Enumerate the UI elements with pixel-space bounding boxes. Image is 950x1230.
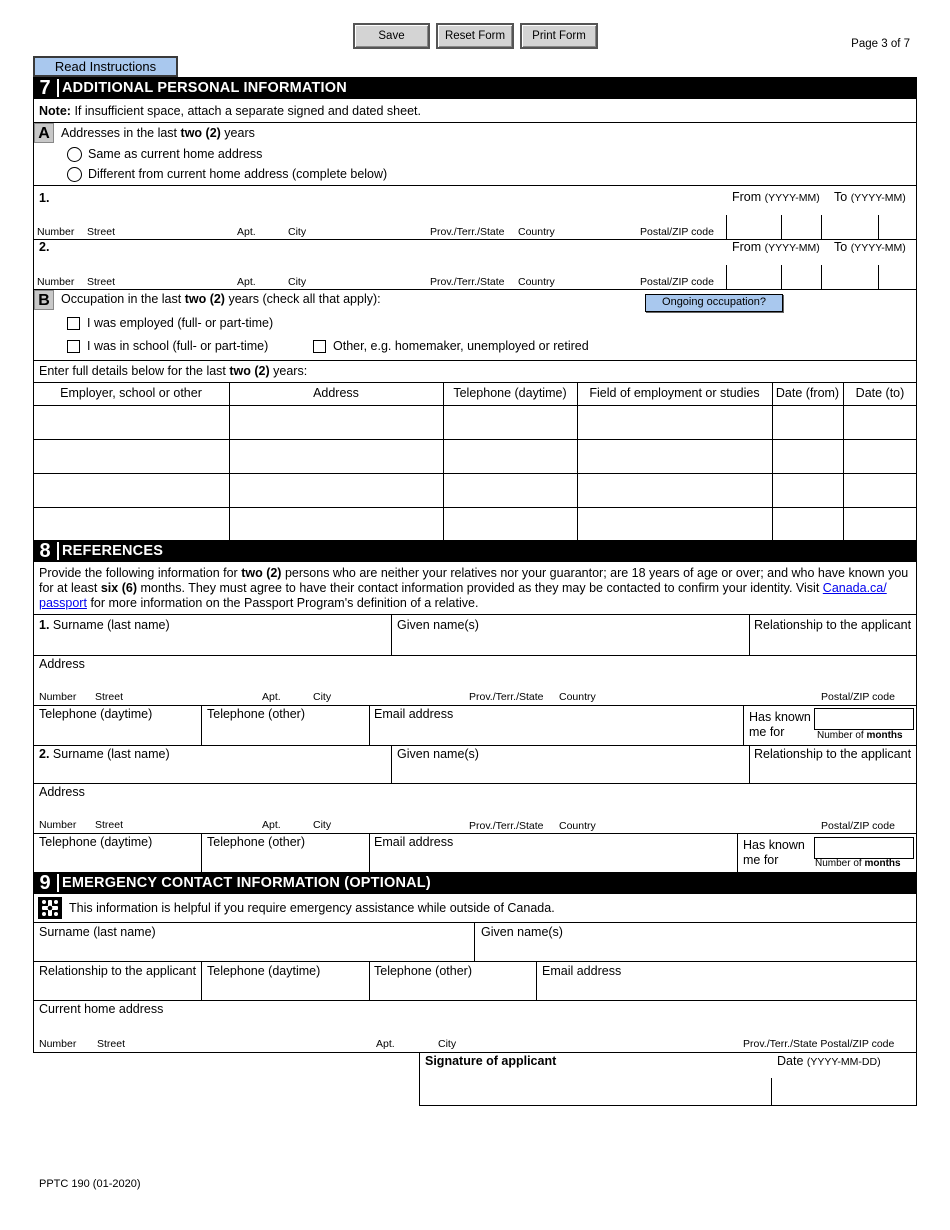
addr-number-label: Number xyxy=(39,1038,77,1050)
addr-country-label: Country xyxy=(518,226,555,238)
addr-postal-label: Postal/ZIP code xyxy=(821,691,895,703)
section-8-header xyxy=(33,540,917,562)
form-code: PPTC 190 (01-2020) xyxy=(39,1178,141,1190)
emergency-info: This information is helpful if you require emergency assistance while outside of Canada. xyxy=(69,901,555,915)
given-names-label: Given name(s) xyxy=(397,747,479,761)
surname-label: 2. Surname (last name) xyxy=(39,747,170,761)
emergency-cross-icon xyxy=(38,897,62,919)
part-b-letter: B xyxy=(34,290,54,310)
section-number: 7 xyxy=(39,77,51,99)
table-row[interactable] xyxy=(33,440,917,473)
address-label: Address xyxy=(39,657,85,671)
telephone-other-label: Telephone (other) xyxy=(207,707,305,721)
checkbox-employed[interactable] xyxy=(67,317,80,330)
months-input[interactable] xyxy=(814,837,914,859)
section-title: REFERENCES xyxy=(62,543,164,559)
addr-street-label: Street xyxy=(87,226,116,238)
page-number: Page 3 of 7 xyxy=(851,38,910,50)
emergency-tel-other-label: Telephone (other) xyxy=(374,964,472,978)
email-label: Email address xyxy=(374,707,454,721)
relationship-label: Relationship to the applicant xyxy=(754,747,912,761)
table-row[interactable] xyxy=(33,474,917,507)
to-label: To (YYYY-MM) xyxy=(834,190,906,204)
emergency-tel-daytime-label: Telephone (daytime) xyxy=(207,964,321,978)
reset-form-button[interactable]: Reset Form xyxy=(436,23,514,49)
addr-prov-label: Prov./Terr./State xyxy=(469,691,544,703)
details-instruction: Enter full details below for the last two (2) years: xyxy=(39,364,308,378)
to-label: To (YYYY-MM) xyxy=(834,240,906,254)
table-header: Field of employment or studies xyxy=(589,386,760,400)
section-title: EMERGENCY CONTACT INFORMATION (OPTIONAL) xyxy=(62,875,431,891)
emergency-given-names-label: Given name(s) xyxy=(481,925,563,939)
addr-apt-label: Apt. xyxy=(237,226,256,238)
canada-passport-link[interactable]: Canada.ca/ passport xyxy=(39,581,887,610)
email-label: Email address xyxy=(374,835,454,849)
addr-city-label: City xyxy=(438,1038,457,1050)
table-row[interactable] xyxy=(33,406,917,439)
checkbox-school[interactable] xyxy=(67,340,80,353)
address-row-index: 1. xyxy=(39,191,50,205)
signature-date-label: Date (YYYY-MM-DD) xyxy=(777,1054,881,1068)
addr-city-label: City xyxy=(288,226,307,238)
references-intro: Provide the following information for two (2) persons who are neither your relatives nor your guarantor; are 18 years of age or over; and who have known you for at least six (6) months. They must agree to have their contact information provided as they may be contacted to confirm your identity. Visit Canada.ca/ passport for more information on the Passport Program's definition of a relative. xyxy=(39,566,909,610)
telephone-other-label: Telephone (other) xyxy=(207,835,305,849)
checkbox-employed-label: I was employed (full- or part-time) xyxy=(87,316,274,330)
addr-street-label: Street xyxy=(87,276,116,288)
emergency-email-label: Email address xyxy=(542,964,622,978)
addr-postal-label: Postal/ZIP code xyxy=(821,820,895,832)
addr-number-label: Number xyxy=(39,819,77,831)
radio-different-address[interactable] xyxy=(67,167,82,182)
addr-number-label: Number xyxy=(37,276,75,288)
addr-city-label: City xyxy=(313,691,332,703)
part-a-title: Addresses in the last two (2) years xyxy=(61,126,255,140)
telephone-daytime-label: Telephone (daytime) xyxy=(39,707,153,721)
form-page xyxy=(33,77,917,1107)
radio-same-address[interactable] xyxy=(67,147,82,162)
radio-same-address-label: Same as current home address xyxy=(88,147,263,161)
addr-country-label: Country xyxy=(518,276,555,288)
addr-prov-postal-label: Prov./Terr./State Postal/ZIP code xyxy=(743,1038,895,1050)
from-label: From (YYYY-MM) xyxy=(732,190,820,204)
emergency-surname-label: Surname (last name) xyxy=(39,925,156,939)
current-home-address-label: Current home address xyxy=(39,1002,164,1016)
checkbox-other-label: Other, e.g. homemaker, unemployed or retired xyxy=(333,339,589,353)
has-known-label: Has known me for xyxy=(743,838,805,867)
read-instructions-button[interactable]: Read Instructions xyxy=(33,56,178,77)
address-label: Address xyxy=(39,785,85,799)
checkbox-other[interactable] xyxy=(313,340,326,353)
from-label: From (YYYY-MM) xyxy=(732,240,820,254)
section-7-header xyxy=(33,77,917,99)
months-input[interactable] xyxy=(814,708,914,730)
table-header: Employer, school or other xyxy=(60,386,202,400)
addr-number-label: Number xyxy=(37,226,75,238)
part-a-letter: A xyxy=(34,123,54,143)
addr-country-label: Country xyxy=(559,691,596,703)
table-header: Telephone (daytime) xyxy=(453,386,567,400)
addr-apt-label: Apt. xyxy=(376,1038,395,1050)
radio-different-address-label: Different from current home address (complete below) xyxy=(88,167,388,181)
table-header: Address xyxy=(313,386,359,400)
has-known-label: Has known me for xyxy=(749,710,811,739)
addr-prov-label: Prov./Terr./State xyxy=(430,226,505,238)
table-row[interactable] xyxy=(33,508,917,540)
addr-city-label: City xyxy=(313,819,332,831)
addr-apt-label: Apt. xyxy=(262,691,281,703)
section-number: 8 xyxy=(39,540,51,562)
print-form-button[interactable]: Print Form xyxy=(520,23,598,49)
signature-date-input[interactable] xyxy=(772,1078,915,1104)
section-title: ADDITIONAL PERSONAL INFORMATION xyxy=(62,80,347,96)
addr-city-label: City xyxy=(288,276,307,288)
addr-country-label: Country xyxy=(559,820,596,832)
addr-street-label: Street xyxy=(95,691,124,703)
months-label: Number of months xyxy=(815,858,901,869)
given-names-label: Given name(s) xyxy=(397,618,479,632)
address-row-index: 2. xyxy=(39,240,50,254)
part-b-title: Occupation in the last two (2) years (check all that apply): xyxy=(61,292,381,306)
addr-prov-label: Prov./Terr./State xyxy=(430,276,505,288)
addr-street-label: Street xyxy=(97,1038,126,1050)
ongoing-occupation-button[interactable]: Ongoing occupation? xyxy=(645,294,783,312)
relationship-label: Relationship to the applicant xyxy=(754,618,912,632)
addr-street-label: Street xyxy=(95,819,124,831)
addr-number-label: Number xyxy=(39,691,77,703)
note: Note: If insufficient space, attach a separate signed and dated sheet. xyxy=(39,104,421,118)
signature-label: Signature of applicant xyxy=(425,1054,557,1068)
telephone-daytime-label: Telephone (daytime) xyxy=(39,835,153,849)
table-header: Date (from) xyxy=(775,386,840,400)
addr-postal-label: Postal/ZIP code xyxy=(640,276,714,288)
addr-apt-label: Apt. xyxy=(237,276,256,288)
section-number: 9 xyxy=(39,872,51,894)
section-9-header xyxy=(33,872,917,894)
addr-prov-label: Prov./Terr./State xyxy=(469,820,544,832)
emergency-relationship-label: Relationship to the applicant xyxy=(39,964,197,978)
checkbox-school-label: I was in school (full- or part-time) xyxy=(87,339,269,353)
addr-postal-label: Postal/ZIP code xyxy=(640,226,714,238)
months-label: Number of months xyxy=(817,730,903,741)
table-header: Date (to) xyxy=(855,386,905,400)
addr-apt-label: Apt. xyxy=(262,819,281,831)
signature-field[interactable] xyxy=(420,1074,770,1104)
save-button[interactable]: Save xyxy=(353,23,430,49)
surname-label: 1. Surname (last name) xyxy=(39,618,170,632)
